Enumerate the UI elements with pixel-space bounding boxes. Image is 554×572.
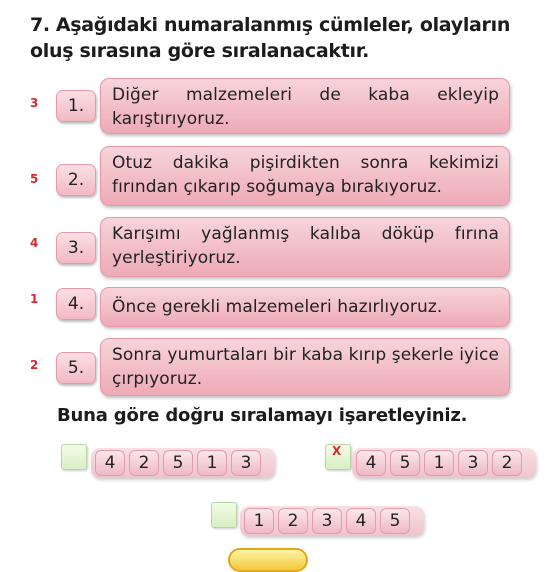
option-b-sequence[interactable]	[352, 448, 536, 478]
sentence-number-box: 3.	[56, 232, 96, 264]
option-a-digit: 5	[163, 450, 193, 476]
option-c-sequence[interactable]	[240, 506, 424, 536]
option-a-digit: 3	[231, 450, 261, 476]
option-c-digit: 1	[244, 508, 274, 534]
option-b-digit: 1	[424, 450, 454, 476]
option-c-digit: 2	[278, 508, 308, 534]
order-mark: 3	[30, 96, 39, 110]
option-c-checkbox[interactable]	[211, 502, 237, 528]
sentence-number-box: 4.	[56, 288, 96, 320]
option-b-digit: 3	[458, 450, 488, 476]
order-mark: 2	[30, 358, 39, 372]
question-title	[30, 12, 545, 64]
next-button[interactable]	[228, 548, 308, 572]
option-c-digit: 3	[312, 508, 342, 534]
option-b-digit: 5	[390, 450, 420, 476]
option-b-x-mark: X	[332, 444, 342, 458]
question-number: 7.	[30, 14, 50, 36]
order-mark: 1	[30, 292, 39, 306]
option-a-sequence[interactable]	[91, 448, 275, 478]
order-mark: 5	[30, 172, 39, 186]
option-c-digit: 4	[346, 508, 376, 534]
option-b-digit: 2	[492, 450, 522, 476]
sentence-number-box: 5.	[56, 352, 96, 384]
sentence-box: Otuz dakika pişirdikten sonra kekimizi fırından çıkarıp soğumaya bırakıyoruz.	[100, 146, 510, 206]
option-a-digit: 1	[197, 450, 227, 476]
sentence-number-box: 1.	[56, 90, 96, 122]
sentence-box: Karışımı yağlanmış kalıba döküp fırına yerleştiriyoruz.	[100, 217, 510, 277]
option-a-digit: 2	[129, 450, 159, 476]
order-mark: 4	[30, 236, 39, 250]
option-b-digit: 4	[356, 450, 386, 476]
sentence-box: Diğer malzemeleri de kaba ekleyip karıştırıyoruz.	[100, 78, 510, 134]
option-a-digit: 4	[95, 450, 125, 476]
sentence-number-box: 2.	[56, 164, 96, 196]
option-c-digit: 5	[380, 508, 410, 534]
sentence-box: Sonra yumurtaları bir kaba kırıp şekerle iyice çırpıyoruz.	[100, 338, 510, 396]
instruction-text: Buna göre doğru sıralamayı işaretleyiniz.	[57, 405, 468, 426]
sentence-box: Önce gerekli malzemeleri hazırlıyoruz.	[100, 287, 510, 327]
question-text: Aşağıdaki numaralanmış cümleler, olayların oluş sırasına göre sıralanacaktır.	[30, 14, 511, 62]
option-a-checkbox[interactable]	[61, 444, 87, 470]
